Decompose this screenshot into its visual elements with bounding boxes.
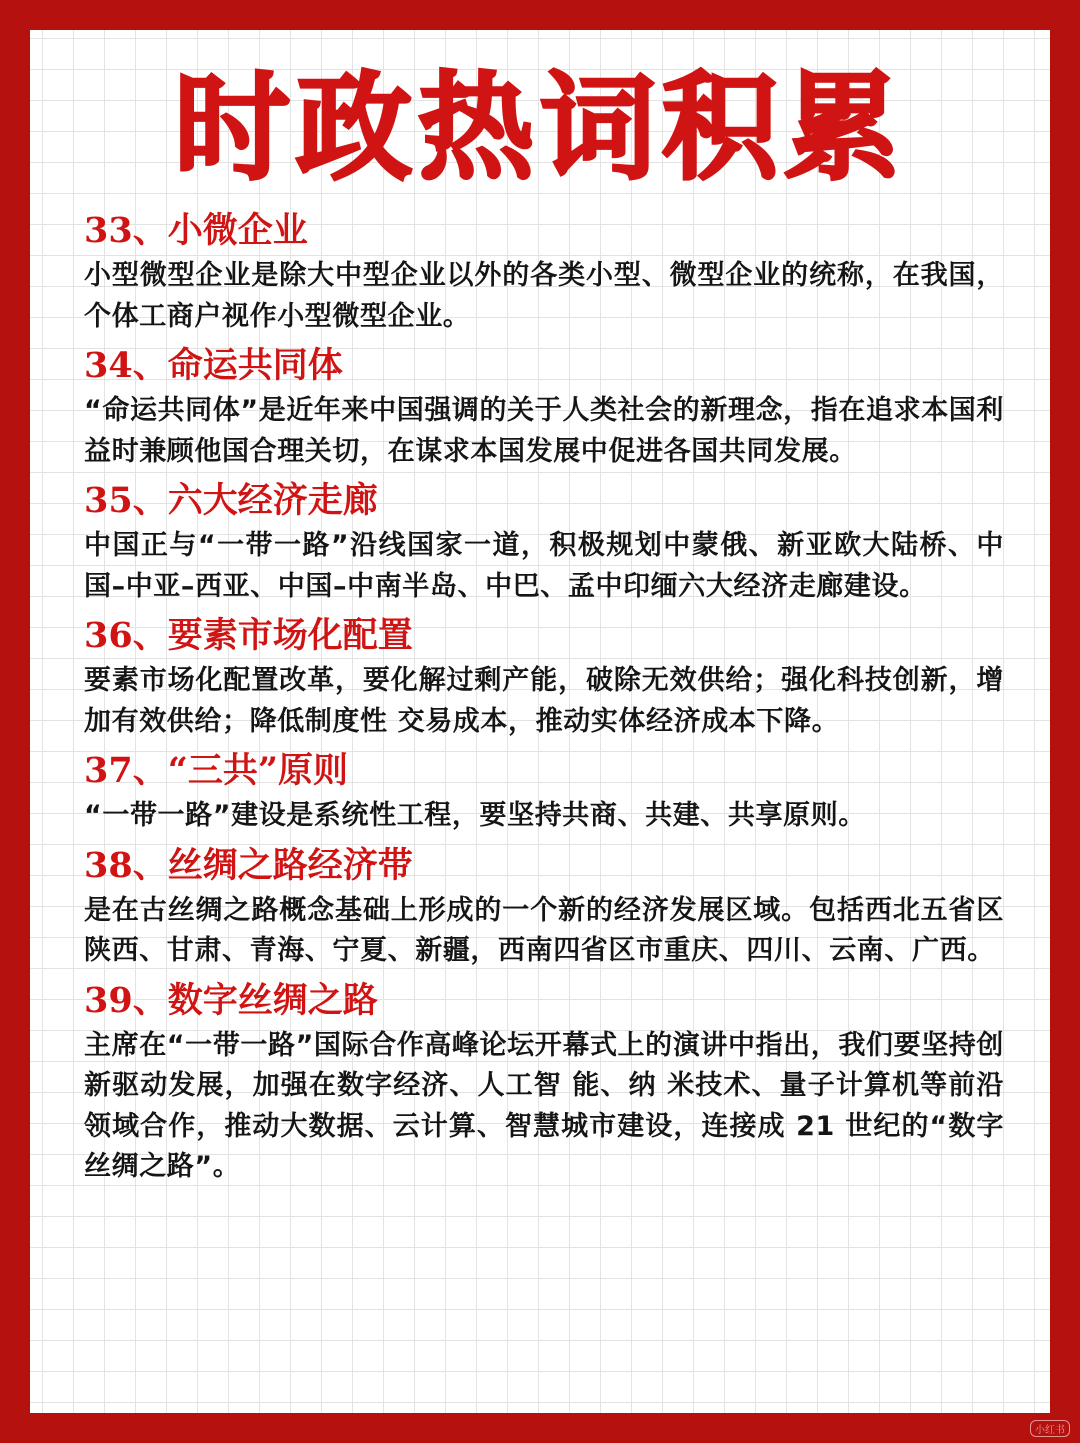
entry-34 [84, 341, 1004, 472]
page-title: 时政热词积累 [174, 60, 906, 196]
entry-35 [84, 476, 1004, 607]
entry-36 [84, 611, 1004, 742]
entry-37 [84, 746, 1004, 837]
entry-body: 要素市场化配置改革，要化解过剩产能，破除无效供给；强化科技创新，增加有效供给；降低制度性 交易成本，推动实体经济成本下降。 [84, 665, 1004, 737]
entry-body: 小型微型企业是除大中型企业以外的各类小型、微型企业的统称，在我国，个体工商户视作小型微型企业。 [84, 260, 1004, 332]
entries-list [84, 206, 1004, 1192]
entry-heading: 33、小微企业 [84, 210, 308, 251]
entry-body: “命运共同体”是近年来中国强调的关于人类社会的新理念，指在追求本国利益时兼顾他国合理关切，在谋求本国发展中促进各国共同发展。 [84, 395, 1004, 467]
entry-heading: 38、丝绸之路经济带 [84, 844, 413, 886]
entry-38 [84, 841, 1004, 972]
entry-body: 中国正与“一带一路”沿线国家一道，积极规划中蒙俄、新亚欧大陆桥、中国–中亚–西亚、中国–中南半岛、中巴、孟中印缅六大经济走廊建设。 [84, 530, 1004, 602]
entry-heading: 34、命运共同体 [84, 345, 343, 386]
entry-heading: 39、数字丝绸之路 [84, 979, 378, 1021]
entry-heading: 37、“三共”原则 [84, 750, 348, 791]
entry-heading: 36、要素市场化配置 [84, 615, 413, 656]
entry-body: 主席在“一带一路”国际合作高峰论坛开幕式上的演讲中指出，我们要坚持创新驱动发展，加强在数字经济、人工智 能、纳 米技术、量子计算机等前沿领域合作，推动大数据、云计算、智慧城市建设，连接成 21 世纪的“数字丝绸之路”。 [84, 1029, 1004, 1182]
entry-39 [84, 976, 1004, 1188]
entry-body: 是在古丝绸之路概念基础上形成的一个新的经济发展区域。包括西北五省区陕西、甘肃、青海、宁夏、新疆，西南四省区市重庆、四川、云南、广西。 [84, 894, 1004, 966]
entry-heading: 35、六大经济走廊 [84, 480, 378, 521]
entry-body: “一带一路”建设是系统性工程，要坚持共商、共建、共享原则。 [84, 800, 866, 831]
watermark-logo: 小红书 [1030, 1420, 1070, 1437]
entry-33 [84, 206, 1004, 337]
